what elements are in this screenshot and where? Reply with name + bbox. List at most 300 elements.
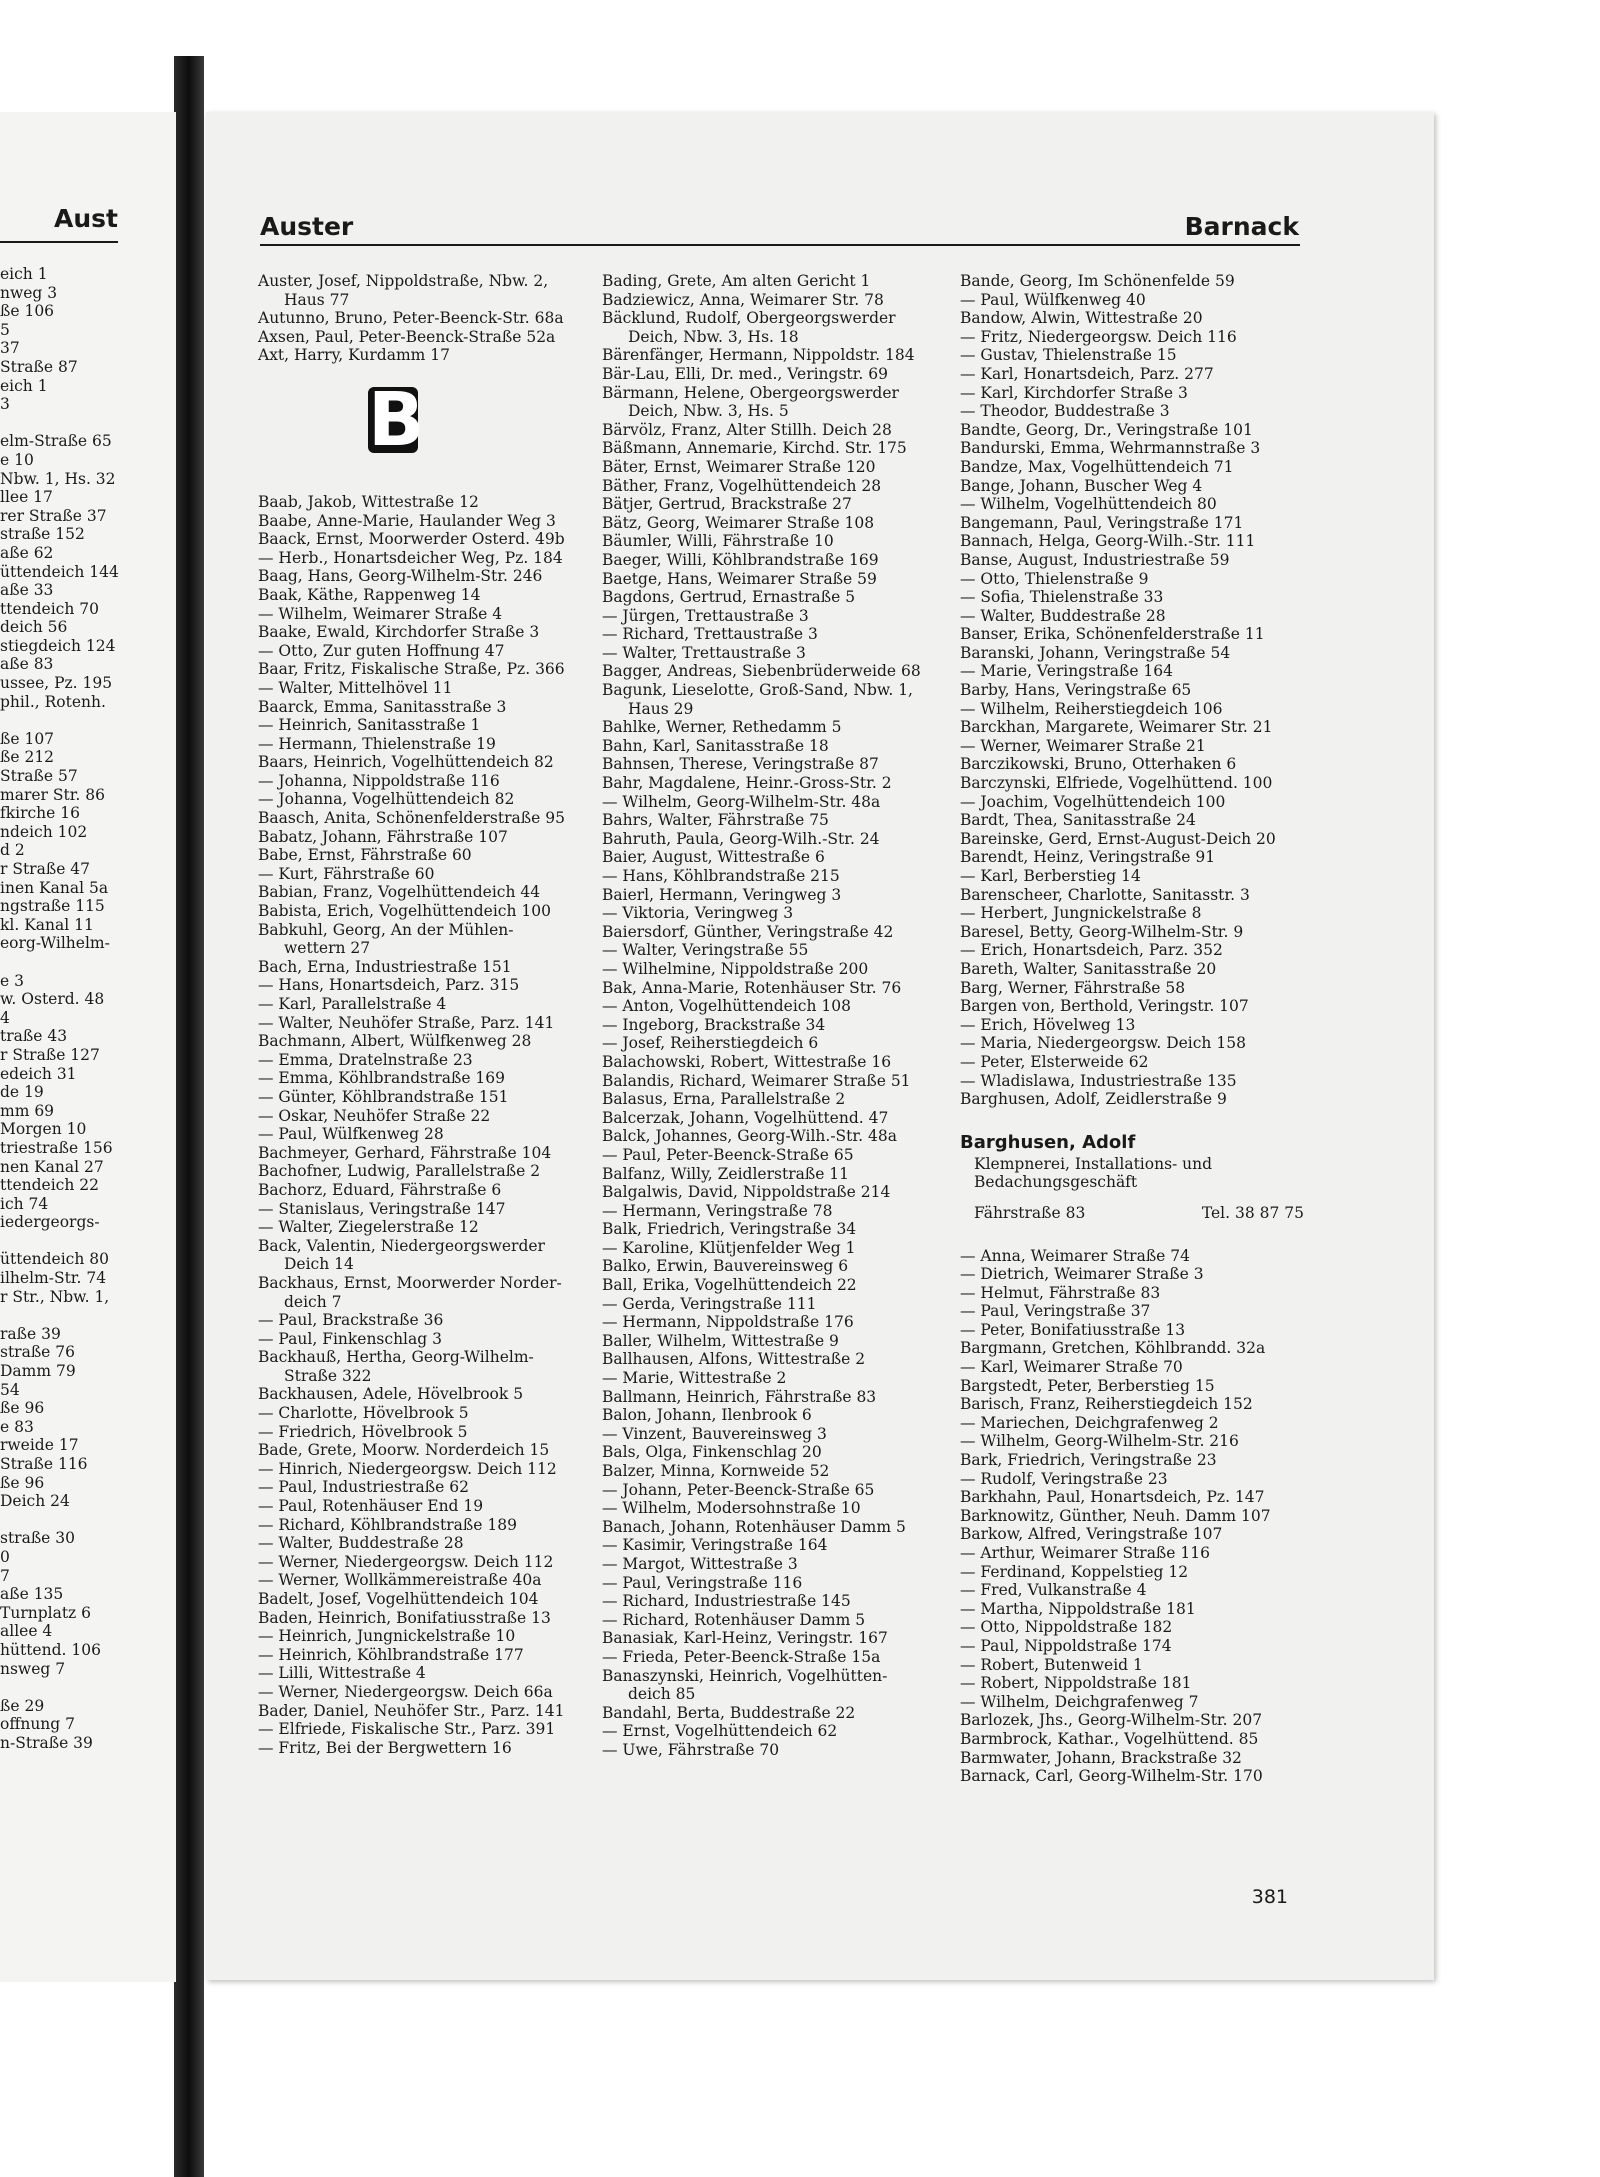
directory-entry: — Margot, Wittestraße 3 [602,1554,798,1573]
directory-entry: — Wilhelm, Georg-Wilhelm-Str. 216 [960,1432,1239,1451]
directory-entry: Bannach, Helga, Georg-Wilh.-Str. 111 [960,532,1256,551]
directory-entry: — Joachim, Vogelhüttendeich 100 [960,792,1226,811]
directory-entry: Balfanz, Willy, Zeidlerstraße 11 [602,1164,850,1183]
directory-entry: Barkhahn, Paul, Honartsdeich, Pz. 147 [960,1488,1265,1507]
directory-entry: Ball, Erika, Vogelhüttendeich 22 [602,1276,857,1295]
directory-entry: Back, Valentin, Niedergeorgswerder [258,1236,545,1255]
left-page-fragment: Turnplatz 6 [0,1603,92,1622]
left-page-fragment: ndeich 102 [0,822,88,841]
column-3-bottom-entries [960,1247,1305,1786]
directory-entry: — Hans, Honartsdeich, Parz. 315 [258,976,520,995]
directory-entry: — Walter, Trettaustraße 3 [602,643,806,662]
header-rule [260,244,1300,246]
left-page-fragment: 4 [0,1008,10,1027]
left-page-fragment: ttendeich 22 [0,1176,99,1195]
directory-entry: Baar, Fritz, Fiskalische Straße, Pz. 366 [258,660,565,679]
ad-business-name: Barghusen, Adolf [960,1131,1136,1153]
directory-entry: Baake, Ewald, Kirchdorfer Straße 3 [258,623,540,642]
directory-entry: — Kurt, Fährstraße 60 [258,864,435,883]
directory-entry: — Paul, Peter-Beenck-Straße 65 [602,1145,854,1164]
directory-entry: Baab, Jakob, Wittestraße 12 [258,492,479,511]
directory-entry: — Fred, Vulkanstraße 4 [960,1581,1147,1600]
directory-entry: — Viktoria, Veringweg 3 [602,904,794,923]
left-page-fragment: e 83 [0,1417,34,1436]
directory-entry: Barknowitz, Günther, Neuh. Damm 107 [960,1506,1271,1525]
directory-entry: Backhausen, Adele, Hövelbrook 5 [258,1385,524,1404]
directory-entry: — Ingeborg, Brackstraße 34 [602,1015,826,1034]
directory-entry: Baranski, Johann, Veringstraße 54 [960,643,1231,662]
left-page-fragment: r Str., Nbw. 1, [0,1287,110,1306]
directory-entry: Deich 14 [284,1255,354,1274]
directory-entry: Bandurski, Emma, Wehrmannstraße 3 [960,439,1261,458]
directory-entry: Balachowski, Robert, Wittestraße 16 [602,1052,892,1071]
left-page-fragment: ße 96 [0,1473,45,1492]
directory-entry: Bahn, Karl, Sanitasstraße 18 [602,736,829,755]
directory-entry: Barenscheer, Charlotte, Sanitasstr. 3 [960,885,1250,904]
directory-entry: — Arthur, Weimarer Straße 116 [960,1544,1210,1562]
directory-entry: — Wladislawa, Industriestraße 135 [960,1071,1237,1090]
left-page-fragment: 0 [0,1547,10,1566]
left-page-fragment: Morgen 10 [0,1120,87,1139]
left-page-fragment [0,1306,176,1325]
directory-entry: Deich, Nbw. 3, Hs. 5 [628,402,789,421]
left-page-fragment: e 10 [0,450,34,469]
left-page-fragment: fkirche 16 [0,804,80,823]
directory-entry: Bader, Daniel, Neuhöfer Str., Parz. 141 [258,1701,565,1720]
directory-entry: — Karl, Kirchdorfer Straße 3 [960,383,1188,402]
directory-entry: Bandze, Max, Vogelhüttendeich 71 [960,457,1234,476]
directory-entry: Barnack, Carl, Georg-Wilhelm-Str. 170 [960,1767,1263,1786]
directory-entry: Babatz, Johann, Fährstraße 107 [258,827,508,846]
directory-entry: Ballmann, Heinrich, Fährstraße 83 [602,1387,877,1406]
left-page-fragment: rweide 17 [0,1436,79,1455]
directory-entry: — Jürgen, Trettaustraße 3 [602,606,809,625]
business-advertisement [960,1131,1305,1223]
directory-entry: — Wilhelm, Deichgrafenweg 7 [960,1692,1199,1711]
left-page-fragment: aße 62 [0,543,54,562]
directory-entry: — Fritz, Niedergeorgsw. Deich 116 [960,327,1237,346]
directory-entry: Balck, Johannes, Georg-Wilh.-Str. 48a [602,1127,897,1146]
directory-entry: Bagger, Andreas, Siebenbrüderweide 68 [602,662,921,681]
directory-entry: — Heinrich, Sanitasstraße 1 [258,716,481,735]
directory-entry: Banaszynski, Heinrich, Vogelhütten- [602,1666,888,1685]
directory-entry: Autunno, Bruno, Peter-Beenck-Str. 68a [258,309,564,328]
directory-entry: — Werner, Niedergeorgsw. Deich 66a [258,1682,553,1701]
ad-description-line-2: Bedachungsgeschäft [974,1173,1138,1192]
directory-entry: — Wilhelm, Reiherstiegdeich 106 [960,699,1223,718]
directory-entry: — Theodor, Buddestraße 3 [960,402,1170,421]
directory-entry: Bals, Olga, Finkenschlag 20 [602,1443,822,1462]
left-page-fragment: w. Osterd. 48 [0,990,105,1009]
directory-entry: Barghusen, Adolf, Zeidlerstraße 9 [960,1090,1227,1109]
directory-entry: Baarck, Emma, Sanitasstraße 3 [258,697,507,716]
directory-entry: Bandahl, Berta, Buddestraße 22 [602,1703,856,1722]
directory-entry: Baierl, Hermann, Veringweg 3 [602,885,842,904]
directory-entry: Barczikowski, Bruno, Otterhaken 6 [960,755,1237,774]
directory-entry: Bange, Johann, Buscher Weg 4 [960,476,1203,495]
directory-entry: Backhaus, Ernst, Moorwerder Norder- [258,1273,562,1292]
directory-entry: Bach, Erna, Industriestraße 151 [258,957,512,976]
left-page-fragment: iedergeorgs- [0,1213,100,1232]
directory-entry: — Otto, Zur guten Hoffnung 47 [258,641,505,660]
directory-entry: Bareinske, Gerd, Ernst-August-Deich 20 [960,829,1276,848]
directory-entry: — Josef, Reiherstiegdeich 6 [602,1034,819,1053]
directory-entry: — Peter, Bonifatiusstraße 13 [960,1320,1186,1339]
directory-entry: Bäther, Franz, Vogelhüttendeich 28 [602,476,882,495]
directory-entry: — Richard, Industriestraße 145 [602,1592,851,1611]
left-page-fragment: nen Kanal 27 [0,1157,104,1176]
directory-entry: Babian, Franz, Vogelhüttendeich 44 [258,883,541,902]
directory-entry: — Johann, Peter-Beenck-Straße 65 [602,1480,875,1499]
directory-entry: Bagunk, Lieselotte, Groß-Sand, Nbw. 1, [602,681,913,700]
left-page-fragment: phil., Rotenh. [0,692,106,711]
directory-entry: Bärenfänger, Hermann, Nippoldstr. 184 [602,346,915,365]
directory-entry: — Walter, Ziegelerstraße 12 [258,1218,479,1237]
directory-entry: — Paul, Finkenschlag 3 [258,1329,442,1348]
column-2-entries [602,272,947,1760]
left-page-fragment: Deich 24 [0,1492,70,1511]
directory-entry: Badelt, Josef, Vogelhüttendeich 104 [258,1590,539,1608]
directory-entry: — Werner, Niedergeorgsw. Deich 112 [258,1552,554,1571]
left-page-fragment [0,1232,176,1251]
left-page-fragment: straße 152 [0,525,85,544]
column-2 [602,272,947,1760]
left-page-fragment: llee 17 [0,488,53,507]
directory-entry: Bareth, Walter, Sanitasstraße 20 [960,959,1217,978]
left-page-fragment [0,414,176,433]
directory-entry: — Erich, Honartsdeich, Parz. 352 [960,941,1223,960]
directory-entry: — Paul, Wülfkenweg 28 [258,1125,444,1144]
directory-entry: — Erich, Hövelweg 13 [960,1015,1136,1034]
left-page-fragment: r Straße 127 [0,1045,100,1064]
column-3-top-entries [960,272,1305,1109]
directory-entry: — Robert, Nippoldstraße 181 [960,1674,1192,1693]
directory-entry: Bagdons, Gertrud, Ernastraße 5 [602,588,856,607]
directory-entry: Bading, Grete, Am alten Gericht 1 [602,272,871,290]
left-page-fragment: straße 76 [0,1343,76,1362]
directory-entry: Balon, Johann, Ilenbrook 6 [602,1406,812,1425]
left-page-fragment: aße 83 [0,655,54,674]
directory-entry: Bäumler, Willi, Fährstraße 10 [602,532,834,551]
directory-entry: — Walter, Mittelhövel 11 [258,678,453,697]
right-page [206,112,1434,1980]
directory-entry: — Richard, Rotenhäuser Damm 5 [602,1610,866,1629]
directory-entry: Badziewicz, Anna, Weimarer Str. 78 [602,290,884,309]
directory-entry: — Richard, Trettaustraße 3 [602,625,818,644]
directory-entry: — Werner, Weimarer Straße 21 [960,736,1206,755]
directory-entry: — Oskar, Neuhöfer Straße 22 [258,1106,491,1125]
directory-entry: — Maria, Niedergeorgsw. Deich 158 [960,1034,1246,1053]
directory-entry: — Paul, Nippoldstraße 174 [960,1636,1172,1655]
directory-entry: Babista, Erich, Vogelhüttendeich 100 [258,902,551,921]
directory-entry: — Paul, Wülfkenweg 40 [960,290,1146,309]
left-page-fragment: Straße 57 [0,767,78,786]
directory-entry: — Marie, Veringstraße 164 [960,662,1174,681]
left-page-fragment: rer Straße 37 [0,506,107,525]
left-page-fragment: nweg 3 [0,283,58,302]
running-head-first: Auster [260,212,354,241]
directory-entry: Balcerzak, Johann, Vogelhüttend. 47 [602,1108,889,1127]
left-page-fragment: ße 107 [0,729,55,748]
column-1-entries [258,493,603,1757]
directory-entry: — Marie, Wittestraße 2 [602,1369,787,1388]
directory-entry: Banach, Johann, Rotenhäuser Damm 5 [602,1517,906,1536]
left-page-fragment: ße 106 [0,302,55,321]
directory-entry: — Emma, Dratelnstraße 23 [258,1050,473,1069]
left-page-fragment [0,1678,176,1697]
directory-entry: Bäßmann, Annemarie, Kirchd. Str. 175 [602,439,907,458]
directory-entry: — Helmut, Fährstraße 83 [960,1283,1161,1302]
directory-entry: — Paul, Brackstraße 36 [258,1311,444,1330]
directory-entry: Baag, Hans, Georg-Wilhelm-Str. 246 [258,567,543,586]
directory-entry: Bärmann, Helene, Obergeorgswerder [602,383,899,402]
directory-entry: — Lilli, Wittestraße 4 [258,1664,426,1683]
directory-entry: Balzer, Minna, Kornweide 52 [602,1462,830,1480]
left-page-fragment: edeich 31 [0,1064,77,1083]
directory-entry: Deich, Nbw. 3, Hs. 18 [628,327,799,346]
directory-entry: Baars, Heinrich, Vogelhüttendeich 82 [258,753,554,772]
directory-entry: — Fritz, Bei der Bergwettern 16 [258,1738,512,1757]
left-page-fragment: deich 56 [0,618,68,637]
left-page-fragment: aße 33 [0,581,54,600]
left-page-fragment: ße 96 [0,1399,45,1418]
directory-entry: Backhauß, Hertha, Georg-Wilhelm- [258,1348,534,1367]
directory-entry: Bahrs, Walter, Fährstraße 75 [602,811,829,830]
directory-entry: Straße 322 [284,1366,372,1385]
directory-entry: Bangemann, Paul, Veringstraße 171 [960,513,1244,532]
left-page-fragment: inen Kanal 5a [0,878,109,897]
left-page-fragment: triestraße 156 [0,1138,113,1157]
directory-entry: — Heinrich, Jungnickelstraße 10 [258,1627,516,1646]
directory-entry: Axt, Harry, Kurdamm 17 [258,346,450,365]
directory-entry: — Otto, Thielenstraße 9 [960,569,1149,588]
directory-entry: — Wilhelm, Modersohnstraße 10 [602,1499,861,1518]
directory-entry: Banser, Erika, Schönenfelderstraße 11 [960,625,1265,644]
left-page-fragment: 3 [0,395,10,414]
column-3 [960,272,1305,1786]
left-page-fragment: n-Straße 39 [0,1733,93,1752]
left-page-fragment [0,1511,176,1530]
ad-description-line-1: Klempnerei, Installations- und [974,1154,1213,1173]
directory-entry: Balandis, Richard, Weimarer Straße 51 [602,1071,911,1090]
directory-entry: Haus 29 [628,699,694,718]
directory-entry: Axsen, Paul, Peter-Beenck-Straße 52a [258,327,556,346]
left-page-fragment: eich 1 [0,376,48,395]
directory-entry: — Hermann, Veringstraße 78 [602,1201,833,1220]
directory-entry: — Frieda, Peter-Beenck-Straße 15a [602,1647,881,1666]
directory-entry: — Richard, Köhlbrandstraße 189 [258,1515,517,1534]
directory-entry: Barisch, Franz, Reiherstiegdeich 152 [960,1395,1253,1414]
directory-entry: Bark, Friedrich, Veringstraße 23 [960,1451,1217,1470]
left-page-fragment [0,953,176,972]
directory-entry: Balasus, Erna, Parallelstraße 2 [602,1090,846,1109]
left-page-fragment: aße 135 [0,1585,64,1604]
directory-entry: — Ernst, Vogelhüttendeich 62 [602,1722,838,1741]
left-page-fragment: 37 [0,339,20,358]
directory-entry: Bachmeyer, Gerhard, Fährstraße 104 [258,1143,552,1162]
directory-entry: — Heinrich, Köhlbrandstraße 177 [258,1645,524,1664]
directory-entry: — Hans, Köhlbrandstraße 215 [602,867,840,885]
directory-entry: Bahr, Magdalene, Heinr.-Gross-Str. 2 [602,774,892,793]
directory-entry: Barlozek, Jhs., Georg-Wilhelm-Str. 207 [960,1711,1263,1730]
directory-entry: Bandte, Georg, Dr., Veringstraße 101 [960,420,1253,439]
directory-entry: — Peter, Elsterweide 62 [960,1052,1149,1071]
left-page-fragment: stiegdeich 124 [0,636,116,655]
left-header-rule [0,241,118,243]
directory-entry: deich 85 [628,1685,696,1704]
page-number: 381 [1251,1886,1288,1908]
directory-entry: Bätz, Georg, Weimarer Straße 108 [602,513,875,532]
directory-entry: — Walter, Neuhöfer Straße, Parz. 141 [258,1013,555,1032]
left-page-fragment: elm-Straße 65 [0,432,112,451]
directory-entry: Baresel, Betty, Georg-Wilhelm-Str. 9 [960,922,1244,941]
directory-entry: Balgalwis, David, Nippoldstraße 214 [602,1183,891,1202]
left-page-fragment: ttendeich 70 [0,599,99,618]
left-page-fragment: ich 74 [0,1194,49,1213]
directory-entry: wettern 27 [284,939,371,958]
directory-entry: — Anna, Weimarer Straße 74 [960,1246,1191,1265]
directory-entry: — Karl, Weimarer Straße 70 [960,1358,1183,1377]
directory-entry: — Wilhelm, Georg-Wilhelm-Str. 48a [602,792,881,811]
directory-entry: — Friedrich, Hövelbrook 5 [258,1422,468,1441]
section-letter: B [368,376,425,463]
left-page-fragment: ße 29 [0,1696,45,1715]
directory-entry: — Mariechen, Deichgrafenweg 2 [960,1413,1219,1432]
directory-entry: Bak, Anna-Marie, Rotenhäuser Str. 76 [602,978,902,997]
left-page-fragment: offnung 7 [0,1715,76,1734]
directory-entry: Baden, Heinrich, Bonifatiusstraße 13 [258,1608,551,1627]
directory-entry: — Charlotte, Hövelbrook 5 [258,1404,469,1423]
directory-entry: — Rudolf, Veringstraße 23 [960,1469,1168,1488]
directory-entry: — Gustav, Thielenstraße 15 [960,346,1177,365]
directory-entry: — Walter, Buddestraße 28 [960,606,1166,625]
left-page-fragment: eich 1 [0,265,48,283]
directory-entry: Bahlke, Werner, Rethedamm 5 [602,718,842,737]
directory-entry: — Dietrich, Weimarer Straße 3 [960,1265,1204,1284]
directory-entry: Bandow, Alwin, Wittestraße 20 [960,309,1203,328]
directory-entry: — Martha, Nippoldstraße 181 [960,1599,1196,1618]
directory-entry: Bargen von, Berthold, Veringstr. 107 [960,997,1249,1016]
directory-entry: — Uwe, Fährstraße 70 [602,1740,780,1759]
left-page-fragment: mm 69 [0,1101,55,1120]
directory-entry: — Hermann, Nippoldstraße 176 [602,1313,854,1332]
directory-entry: Bäcklund, Rudolf, Obergeorgswerder [602,309,896,328]
directory-entry: — Paul, Veringstraße 116 [602,1573,803,1592]
left-page-fragment: ngstraße 115 [0,897,105,916]
directory-entry: — Karl, Berberstieg 14 [960,867,1141,885]
directory-entry: — Robert, Butenweid 1 [960,1655,1143,1674]
directory-entry: — Wilhelm, Weimarer Straße 4 [258,604,503,623]
directory-entry: — Karoline, Klütjenfelder Weg 1 [602,1238,856,1257]
left-page-fragment: ße 212 [0,748,55,767]
left-page-fragment: kl. Kanal 11 [0,915,94,934]
directory-entry: Baeger, Willi, Köhlbrandstraße 169 [602,550,879,569]
left-page-fragment: 7 [0,1566,10,1585]
directory-entry: — Vinzent, Bauvereinsweg 3 [602,1424,827,1443]
directory-entry: — Herb., Honartsdeicher Weg, Pz. 184 [258,548,563,567]
directory-entry: Bäter, Ernst, Weimarer Straße 120 [602,457,876,476]
directory-entry: Bahnsen, Therese, Veringstraße 87 [602,755,879,774]
directory-entry: Bade, Grete, Moorw. Norderdeich 15 [258,1441,550,1460]
directory-entry: Barczynski, Elfriede, Vogelhüttend. 100 [960,774,1273,793]
left-page-fragment: üttendeich 144 [0,562,119,581]
left-page [0,112,176,1982]
directory-entry: Babe, Ernst, Fährstraße 60 [258,846,472,865]
directory-entry: Barby, Hans, Veringstraße 65 [960,681,1192,700]
directory-entry: — Johanna, Vogelhüttendeich 82 [258,790,515,809]
directory-entry: Bachmann, Albert, Wülfkenweg 28 [258,1032,532,1051]
directory-entry: — Kasimir, Veringstraße 164 [602,1536,828,1555]
left-page-fragment: ilhelm-Str. 74 [0,1269,107,1288]
directory-entry: — Herbert, Jungnickelstraße 8 [960,904,1202,923]
running-head-last: Barnack [1184,212,1299,241]
directory-entry: Haus 77 [284,290,350,309]
directory-entry: — Paul, Veringstraße 37 [960,1302,1151,1321]
left-page-fragment: ussee, Pz. 195 [0,674,113,693]
directory-entry: — Elfriede, Fiskalische Str., Parz. 391 [258,1720,556,1739]
directory-entry: Barendt, Heinz, Veringstraße 91 [960,848,1216,867]
left-page-fragment: Nbw. 1, Hs. 32 [0,469,116,488]
directory-entry: — Paul, Industriestraße 62 [258,1478,469,1497]
directory-entry: — Werner, Wollkämmereistraße 40a [258,1571,542,1590]
directory-entry: Barkow, Alfred, Veringstraße 107 [960,1525,1223,1544]
directory-entry: Barmbrock, Kathar., Vogelhüttend. 85 [960,1729,1259,1748]
directory-entry: — Stanislaus, Veringstraße 147 [258,1199,506,1218]
directory-entry: — Hinrich, Niedergeorgsw. Deich 112 [258,1459,557,1478]
directory-entry: — Sofia, Thielenstraße 33 [960,588,1164,607]
directory-entry: Baasch, Anita, Schönenfelderstraße 95 [258,809,565,828]
left-page-fragment: Damm 79 [0,1362,76,1381]
left-page-fragment: e 3 [0,971,24,990]
left-page-fragment: de 19 [0,1083,44,1102]
directory-entry: Bachorz, Eduard, Fährstraße 6 [258,1180,502,1199]
directory-entry: — Paul, Rotenhäuser End 19 [258,1497,484,1516]
left-page-fragment: r Straße 47 [0,860,91,878]
directory-entry: — Wilhelm, Vogelhüttendeich 80 [960,495,1217,514]
directory-entry: Baabe, Anne-Marie, Haulander Weg 3 [258,511,556,530]
directory-entry: Baller, Wilhelm, Wittestraße 9 [602,1331,839,1350]
directory-entry: — Gerda, Veringstraße 111 [602,1294,817,1313]
directory-entry: — Anton, Vogelhüttendeich 108 [602,997,851,1016]
directory-entry: Babkuhl, Georg, An der Mühlen- [258,920,514,939]
directory-entry: — Karl, Honartsdeich, Parz. 277 [960,364,1214,383]
ad-address: Fährstraße 83 [974,1203,1086,1222]
column-1-top-entries [258,272,603,365]
left-page-fragment: nsweg 7 [0,1659,66,1678]
directory-entry: — Günter, Köhlbrandstraße 151 [258,1087,509,1106]
directory-entry: Bardt, Thea, Sanitasstraße 24 [960,811,1196,830]
directory-entry: Barmwater, Johann, Brackstraße 32 [960,1748,1242,1767]
directory-entry: Baetge, Hans, Weimarer Straße 59 [602,569,877,588]
left-page-fragment: Straße 87 [0,357,78,376]
directory-entry: Balk, Friedrich, Veringstraße 34 [602,1220,857,1239]
directory-entry: Bande, Georg, Im Schönenfelde 59 [960,272,1235,290]
directory-entry: Baiersdorf, Günther, Veringstraße 42 [602,922,894,941]
left-page-fragment: 54 [0,1380,20,1399]
left-page-fragment: Straße 116 [0,1455,88,1473]
directory-entry: Bätjer, Gertrud, Brackstraße 27 [602,495,852,514]
left-page-fragment: traße 43 [0,1027,68,1046]
ad-phone: Tel. 38 87 75 [1201,1203,1304,1222]
directory-entry: Bachofner, Ludwig, Parallelstraße 2 [258,1162,541,1181]
directory-entry: Balko, Erwin, Bauvereinsweg 6 [602,1257,849,1276]
directory-entry: — Walter, Veringstraße 55 [602,941,809,960]
left-page-fragment: d 2 [0,841,25,860]
directory-entry: Bargstedt, Peter, Berberstieg 15 [960,1376,1215,1395]
directory-entry: Baak, Käthe, Rappenweg 14 [258,585,481,604]
directory-entry: Baack, Ernst, Moorwerder Osterd. 49b [258,530,565,549]
directory-entry: — Hermann, Thielenstraße 19 [258,734,496,753]
